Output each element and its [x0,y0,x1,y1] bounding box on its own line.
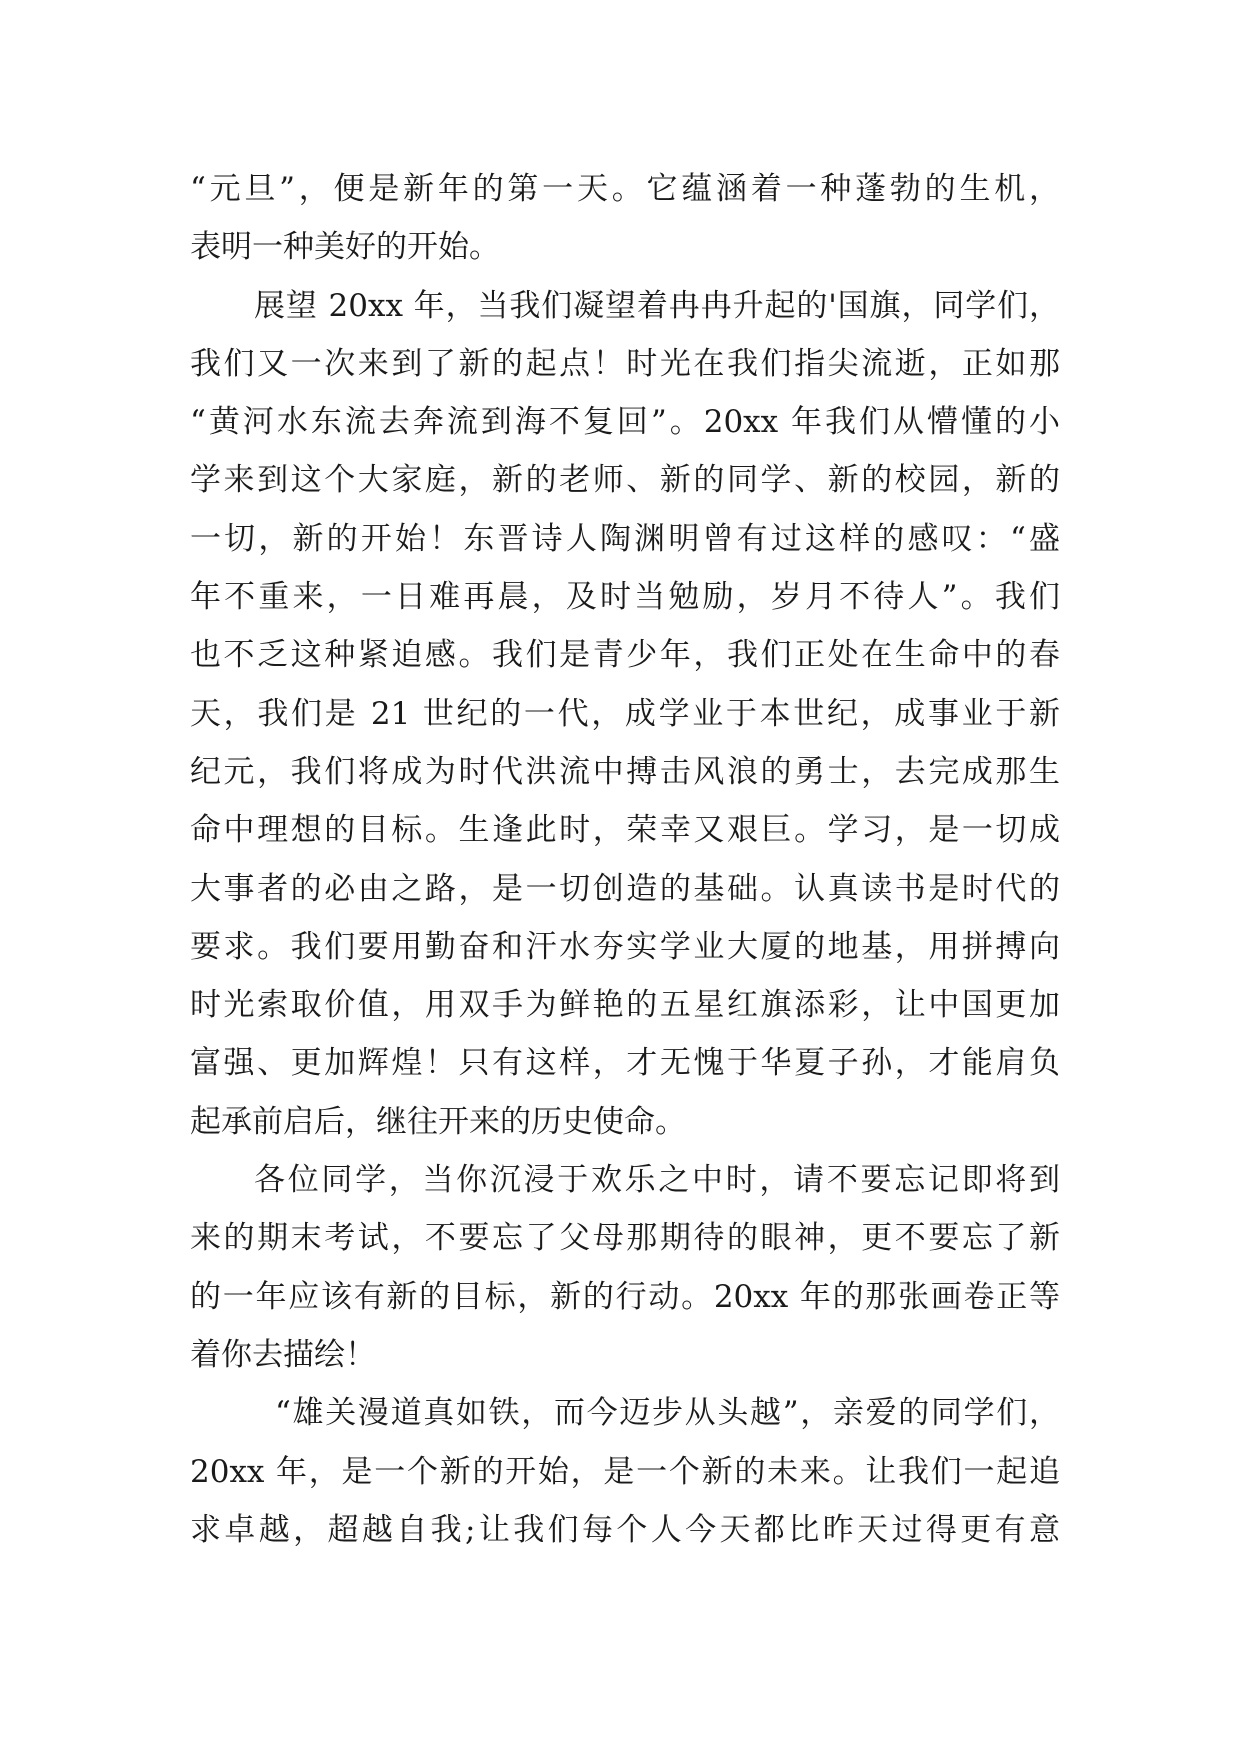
text-line: 来的期末考试，不要忘了父母那期待的眼神，更不要忘了新 [190,1220,1060,1257]
text-line: 表明一种美好的开始。 [190,229,500,266]
text-line: 大事者的必由之路，是一切创造的基础。认真读书是时代的 [190,870,1060,907]
text-line: 学来到这个大家庭，新的老师、新的同学、新的校园，新的 [190,462,1060,499]
text-line: 年不重来，一日难再晨，及时当勉励，岁月不待人”。我们 [190,579,1060,616]
text-line: 我们又一次来到了新的起点！时光在我们指尖流逝，正如那 [190,345,1060,382]
text-line: “元旦”，便是新年的第一天。它蕴涵着一种蓬勃的生机， [190,171,1060,207]
text-line: 各位同学，当你沉浸于欢乐之中时，请不要忘记即将到 [254,1162,1060,1199]
text-line: 起承前启后，继往开来的历史使命。 [190,1103,686,1140]
text-line: 时光索取价值，用双手为鲜艳的五星红旗添彩，让中国更加 [190,987,1060,1024]
text-line: 20xx 年，是一个新的开始，是一个新的未来。让我们一起追 [190,1453,1060,1490]
text-line: 一切，新的开始！东晋诗人陶渊明曾有过这样的感叹：“盛 [190,520,1060,557]
text-line: 的一年应该有新的目标，新的行动。20xx 年的那张画卷正等 [190,1278,1060,1315]
body-text [190,160,1060,1559]
text-line: 要求。我们要用勤奋和汗水夯实学业大厦的地基，用拼搏向 [190,928,1060,965]
text-line: 纪元，我们将成为时代洪流中搏击风浪的勇士，去完成那生 [190,753,1060,790]
text-line: 求卓越，超越自我;让我们每个人今天都比昨天过得更有意 [190,1511,1060,1548]
text-line: 展望 20xx 年，当我们凝望着冉冉升起的'国旗，同学们， [254,287,1060,324]
text-line: 天，我们是 21 世纪的一代，成学业于本世纪，成事业于新 [190,695,1060,732]
text-line: “雄关漫道真如铁，而今迈步从头越”，亲爱的同学们， [275,1395,1060,1432]
text-line: 命中理想的目标。生逢此时，荣幸又艰巨。学习，是一切成 [190,812,1060,849]
text-line: 富强、更加辉煌！只有这样，才无愧于华夏子孙，才能肩负 [190,1045,1060,1082]
text-line: 着你去描绘！ [190,1336,376,1373]
text-line: 也不乏这种紧迫感。我们是青少年，我们正处在生命中的春 [190,637,1060,674]
text-line: “黄河水东流去奔流到海不复回”。20xx 年我们从懵懂的小 [190,404,1060,441]
